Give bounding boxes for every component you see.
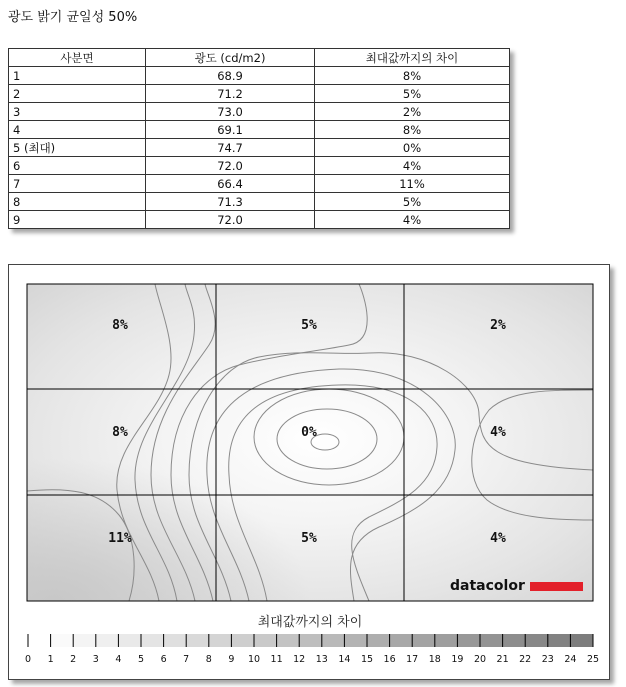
table-row — [9, 157, 510, 175]
colorbar-segment — [525, 634, 548, 647]
colorbar-tick-label: 21 — [496, 654, 509, 665]
colorbar-segment — [457, 634, 480, 647]
colorbar-tick-label: 22 — [519, 654, 532, 665]
header-quadrant: 사분면 — [9, 49, 146, 67]
cell-quadrant: 9 — [9, 211, 146, 229]
colorbar-tick-label: 14 — [338, 654, 351, 665]
cell-luminance: 73.0 — [146, 103, 315, 121]
colorbar-tick-label: 5 — [137, 654, 145, 665]
colorbar-segment — [367, 634, 390, 647]
colorbar-tick-label: 3 — [92, 654, 99, 665]
cell-quadrant: 6 — [9, 157, 146, 175]
cell-luminance: 72.0 — [146, 157, 315, 175]
cell-difference: 4% — [315, 211, 510, 229]
colorbar-segment — [164, 634, 187, 647]
cell-difference: 8% — [315, 121, 510, 139]
cell-difference: 0% — [315, 139, 510, 157]
cell-luminance: 74.7 — [146, 139, 315, 157]
table-row — [9, 211, 510, 229]
colorbar — [28, 634, 594, 647]
colorbar-tick-label: 2 — [70, 654, 77, 665]
colorbar-tick-label: 0 — [24, 654, 32, 665]
table-row — [9, 85, 510, 103]
cell-label-3: 2% — [490, 318, 506, 333]
cell-label-1: 8% — [112, 318, 128, 333]
uniformity-contour-chart — [9, 265, 609, 679]
cell-difference: 11% — [315, 175, 510, 193]
colorbar-segment — [186, 634, 209, 647]
colorbar-segment — [548, 634, 571, 647]
colorbar-tick-label: 15 — [360, 654, 374, 665]
cell-difference: 8% — [315, 67, 510, 85]
cell-quadrant: 7 — [9, 175, 146, 193]
colorbar-segment — [209, 634, 232, 647]
cell-label-7: 11% — [108, 531, 132, 546]
cell-luminance: 71.3 — [146, 193, 315, 211]
colorbar-segment — [480, 634, 503, 647]
colorbar-tick-label: 20 — [473, 654, 487, 665]
luminance-table — [8, 48, 510, 229]
colorbar-tick-label: 7 — [183, 654, 190, 665]
colorbar-segment — [299, 634, 322, 647]
cell-difference: 5% — [315, 193, 510, 211]
colorbar-segment — [503, 634, 526, 647]
table-row — [9, 175, 510, 193]
colorbar-segment — [254, 634, 277, 647]
cell-label-9: 4% — [490, 531, 506, 546]
colorbar-tick-label: 24 — [564, 654, 577, 665]
cell-quadrant: 5 (최대) — [9, 139, 146, 157]
cell-quadrant: 4 — [9, 121, 146, 139]
colorbar-tick-label: 1 — [47, 654, 54, 665]
colorbar-segment — [412, 634, 435, 647]
cell-quadrant: 2 — [9, 85, 146, 103]
cell-quadrant: 3 — [9, 103, 146, 121]
colorbar-tick-label: 4 — [115, 654, 122, 665]
colorbar-tick-label: 8 — [205, 654, 212, 665]
colorbar-segment — [570, 634, 593, 647]
colorbar-tick-label: 13 — [315, 654, 328, 665]
table-row — [9, 193, 510, 211]
colorbar-segment — [390, 634, 413, 647]
uniformity-chart-panel — [8, 264, 610, 680]
header-luminance: 광도 (cd/m2) — [146, 49, 315, 67]
colorbar-tick-label: 10 — [247, 654, 261, 665]
cell-luminance: 68.9 — [146, 67, 315, 85]
cell-label-8: 5% — [301, 531, 317, 546]
colorbar-tick-label: 11 — [270, 654, 283, 665]
plot-area — [27, 284, 593, 601]
colorbar-tick-label: 23 — [541, 654, 554, 665]
colorbar-segment — [277, 634, 300, 647]
cell-difference: 4% — [315, 157, 510, 175]
cell-label-2: 5% — [301, 318, 317, 333]
colorbar-tick-label: 19 — [451, 654, 464, 665]
colorbar-tick-label: 16 — [383, 654, 396, 665]
table-row — [9, 67, 510, 85]
colorbar-segment — [73, 634, 96, 647]
colorbar-segment — [51, 634, 74, 647]
colorbar-segment — [231, 634, 254, 647]
cell-difference: 5% — [315, 85, 510, 103]
colorbar-tick-label: 17 — [406, 654, 419, 665]
datacolor-logo-text: datacolor — [450, 578, 525, 594]
page-title: 광도 밝기 균일성 50% — [8, 10, 138, 25]
table-row — [9, 121, 510, 139]
cell-label-6: 4% — [490, 425, 506, 440]
colorbar-segment — [344, 634, 367, 647]
luminance-table-wrapper — [8, 48, 510, 229]
colorbar-tick-label: 18 — [428, 654, 441, 665]
cell-quadrant: 8 — [9, 193, 146, 211]
colorbar-segment — [96, 634, 119, 647]
colorbar-tick-label: 12 — [293, 654, 306, 665]
cell-luminance: 66.4 — [146, 175, 315, 193]
colorbar-segment — [322, 634, 345, 647]
colorbar-segment — [141, 634, 164, 647]
colorbar-label: 최대값까지의 차이 — [257, 615, 363, 630]
cell-luminance: 69.1 — [146, 121, 315, 139]
colorbar-tick-label: 6 — [160, 654, 167, 665]
cell-quadrant: 1 — [9, 67, 146, 85]
table-row — [9, 139, 510, 157]
colorbar-segment — [28, 634, 51, 647]
colorbar-segment — [118, 634, 141, 647]
cell-label-5: 0% — [301, 425, 317, 440]
header-difference: 최대값까지의 차이 — [315, 49, 510, 67]
datacolor-logo-bar — [530, 582, 583, 591]
cell-luminance: 71.2 — [146, 85, 315, 103]
table-header-row — [9, 49, 510, 67]
cell-difference: 2% — [315, 103, 510, 121]
colorbar-tick-label: 25 — [586, 654, 600, 665]
colorbar-tick-label: 9 — [228, 654, 235, 665]
cell-label-4: 8% — [112, 425, 128, 440]
colorbar-segment — [435, 634, 458, 647]
table-row — [9, 103, 510, 121]
cell-luminance: 72.0 — [146, 211, 315, 229]
